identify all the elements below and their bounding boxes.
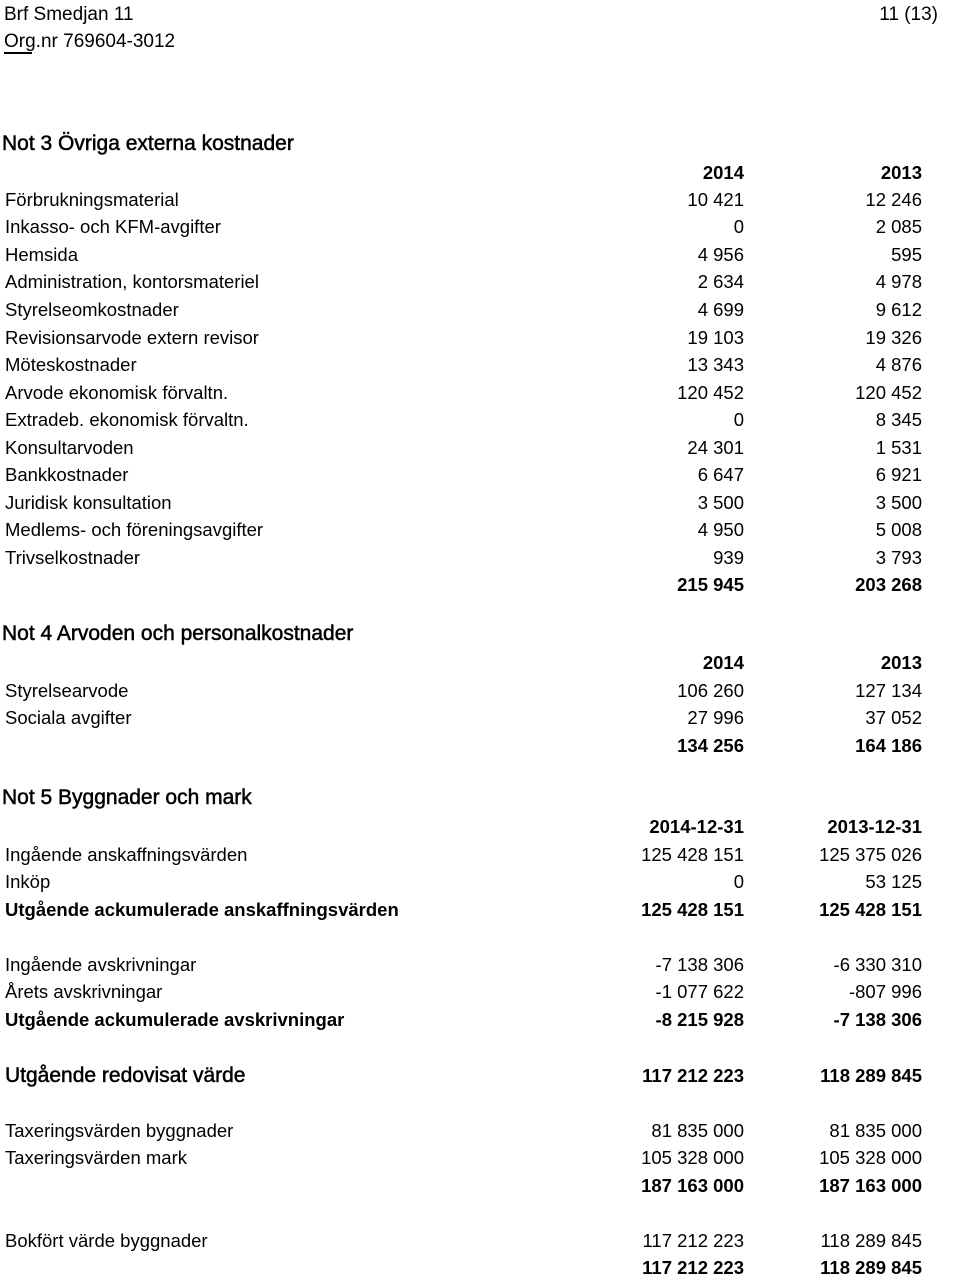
table-row [0,352,960,378]
row-value-2013: -807 996 [848,981,922,1002]
row-value-2014: -1 077 622 [655,981,744,1002]
row-value-2013: 4 876 [875,354,922,375]
note5-column-headers [0,814,960,840]
row-label: Revisionsarvode extern revisor [5,327,259,348]
row-label: Taxeringsvärden byggnader [5,1120,234,1141]
row-value-2013: 3 793 [875,547,922,568]
row-label: Administration, kontorsmateriel [5,271,259,292]
booked-total-row [0,1255,960,1281]
row-label: Arvode ekonomisk förvaltn. [5,382,229,403]
table-row [0,1228,960,1254]
row-value-2014: 120 452 [677,382,744,403]
row-value-2013: 118 289 845 [820,1230,922,1251]
org-number-value: nr 769604-3012 [40,31,176,52]
row-value-2014: 106 260 [677,680,744,701]
row-label: Trivselkostnader [5,547,141,568]
note4-total-row [0,733,960,759]
note5-col-2014-12-31: 2014-12-31 [649,816,744,837]
row-label: Taxeringsvärden mark [5,1147,187,1168]
row-value-2013: 2 085 [875,216,922,237]
table-row [0,545,960,571]
row-value-2013: 5 008 [875,519,922,540]
row-value-2014: 27 996 [687,707,744,728]
note4-col-2014: 2014 [702,652,744,673]
book-value-row [0,1063,960,1089]
row-value-2014: 2 634 [697,271,744,292]
row-value-2014: 117 212 223 [642,1230,744,1251]
row-label: Hemsida [5,244,78,265]
row-label: Förbrukningsmaterial [5,189,179,210]
row-label: Utgående ackumulerade anskaffningsvärden [5,899,399,920]
table-row [0,380,960,406]
table-row [0,842,960,868]
table-row [0,187,960,213]
row-label: Bokfört värde byggnader [5,1230,208,1251]
row-value-2013: 1 531 [875,437,922,458]
organization-name: Brf Smedjan 11 [4,4,134,25]
table-row [0,214,960,240]
row-value-2013: 6 921 [875,464,922,485]
row-value-2013: 120 452 [855,382,922,403]
note4-col-2013: 2013 [880,652,922,673]
page-indicator: 11 (13) [879,4,938,25]
row-value-2013: -6 330 310 [833,954,922,975]
table-row [0,462,960,488]
tax-total-row [0,1173,960,1199]
row-label: Medlems- och föreningsavgifter [5,519,264,540]
depreciation-total-row [0,1007,960,1033]
row-value-2014: 4 956 [697,244,744,265]
note3-column-headers [0,160,960,186]
row-value-2013: 125 375 026 [819,844,922,865]
row-value-2013: 105 328 000 [819,1147,922,1168]
row-value-2013: 8 345 [875,409,922,430]
row-label: Styrelsearvode [5,680,129,701]
table-row [0,517,960,543]
total-2014: 134 256 [677,735,744,756]
total-2013: 203 268 [855,574,922,595]
row-label: Utgående redovisat värde [5,1064,246,1087]
note5-col-2013-12-31: 2013-12-31 [827,816,922,837]
row-value-2013: 53 125 [865,871,922,892]
row-value-2014: 10 421 [687,189,744,210]
row-value-2014: 6 647 [697,464,744,485]
note3-col-2014: 2014 [702,162,744,183]
row-value-2013: 4 978 [875,271,922,292]
row-value-2014: 0 [733,409,744,430]
total-2014: 215 945 [677,574,744,595]
row-label: Inkasso- och KFM-avgifter [5,216,221,237]
total-2013: 164 186 [855,735,922,756]
row-label: Bankkostnader [5,464,129,485]
row-value-2014: 0 [733,871,744,892]
row-value-2014: 81 835 000 [651,1120,744,1141]
table-row [0,490,960,516]
note4-column-headers [0,650,960,676]
row-value-2014: -8 215 928 [655,1009,744,1030]
row-value-2013: 3 500 [875,492,922,513]
table-row [0,1145,960,1171]
row-label: Utgående ackumulerade avskrivningar [5,1009,345,1030]
table-row [0,869,960,895]
table-row [0,705,960,731]
note4-title: Not 4 Arvoden och personalkostnader [2,622,354,645]
row-value-2013: 595 [891,244,922,265]
table-row [0,325,960,351]
row-value-2014: 125 428 151 [641,899,744,920]
note3-total-row [0,572,960,598]
row-label: Sociala avgifter [5,707,132,728]
row-value-2013: 9 612 [875,299,922,320]
total-2014: 187 163 000 [641,1175,744,1196]
total-2013: 187 163 000 [819,1175,922,1196]
row-value-2013: 19 326 [865,327,922,348]
row-value-2013: 12 246 [865,189,922,210]
row-label: Inköp [5,871,51,892]
header-underline [4,52,32,54]
row-value-2014: 939 [713,547,744,568]
table-row [0,1118,960,1144]
row-value-2013: 125 428 151 [819,899,922,920]
row-value-2013: -7 138 306 [833,1009,922,1030]
row-value-2014: -7 138 306 [655,954,744,975]
row-label: Årets avskrivningar [5,981,163,1002]
organization-number [4,30,175,54]
row-value-2014: 4 699 [697,299,744,320]
row-value-2014: 24 301 [687,437,744,458]
row-label: Ingående avskrivningar [5,954,197,975]
row-value-2013: 81 835 000 [829,1120,922,1141]
row-value-2013: 127 134 [855,680,922,701]
row-value-2014: 4 950 [697,519,744,540]
row-label: Styrelseomkostnader [5,299,179,320]
org-number-prefix: Org. [4,31,41,52]
row-label: Extradeb. ekonomisk förvaltn. [5,409,249,430]
row-value-2014: 0 [733,216,744,237]
note5-title: Not 5 Byggnader och mark [2,786,252,809]
total-2013: 118 289 845 [820,1257,922,1278]
row-value-2013: 37 052 [865,707,922,728]
table-row [0,678,960,704]
table-row [0,242,960,268]
row-value-2014: 19 103 [687,327,744,348]
total-2014: 117 212 223 [642,1257,744,1278]
row-label: Konsultarvoden [5,437,134,458]
table-row [0,979,960,1005]
note3-col-2013: 2013 [880,162,922,183]
row-value-2014: 3 500 [697,492,744,513]
table-row [0,952,960,978]
row-value-2014: 105 328 000 [641,1147,744,1168]
row-value-2014: 13 343 [687,354,744,375]
table-row [0,407,960,433]
row-value-2013: 118 289 845 [820,1065,922,1086]
table-row [0,435,960,461]
table-row [0,297,960,323]
row-label: Möteskostnader [5,354,137,375]
row-label: Ingående anskaffningsvärden [5,844,248,865]
row-label: Juridisk konsultation [5,492,172,513]
note3-title: Not 3 Övriga externa kostnader [2,132,294,155]
row-value-2014: 117 212 223 [642,1065,744,1086]
table-row [0,269,960,295]
acquisition-total-row [0,897,960,923]
row-value-2014: 125 428 151 [641,844,744,865]
